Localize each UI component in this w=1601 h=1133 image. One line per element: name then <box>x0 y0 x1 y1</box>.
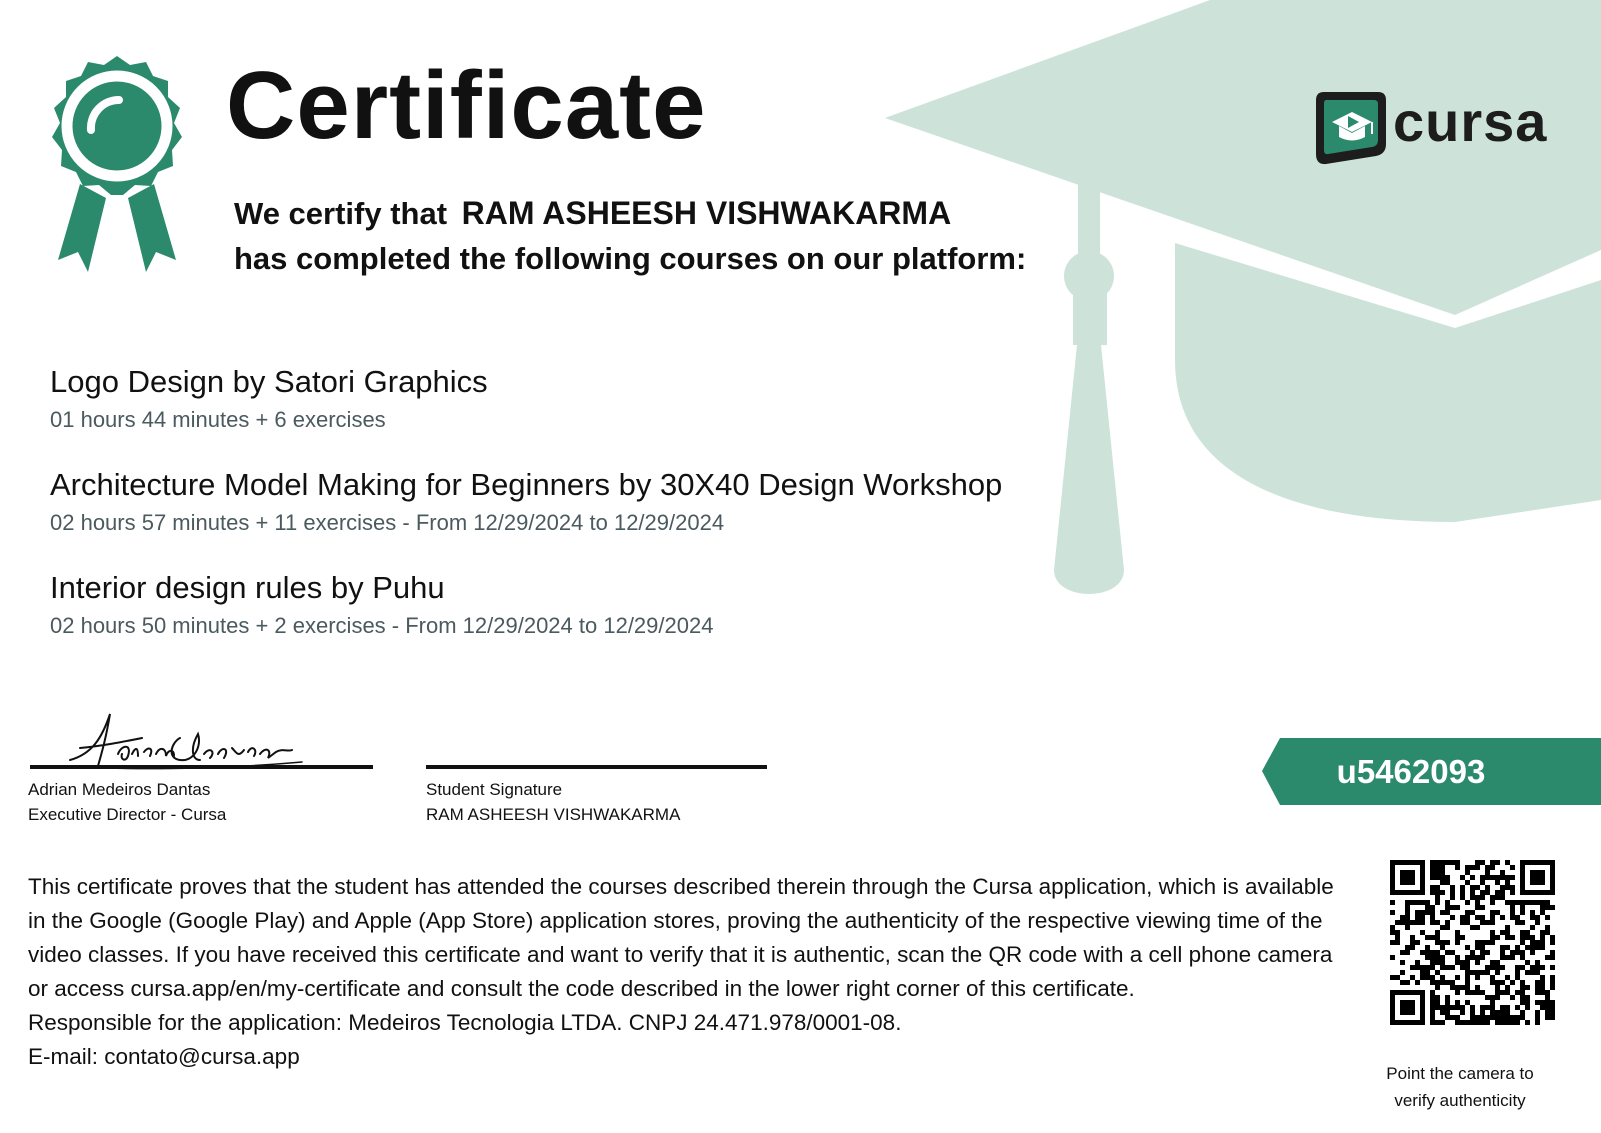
disclaimer-paragraph: This certificate proves that the student has attended the courses described therein through the Cursa application, which is available in the Google (Google Play) and Apple (App Store) application stores, proving the authenticity of the respective viewing time of the video classes. If you have received this certificate and want to verify that it is authentic, scan the QR code with a cell phone camera or access cursa.app/en/my-certificate and consult the code described in the lower right corner of this certificate. <box>28 874 1334 1001</box>
course-title: Logo Design by Satori Graphics <box>50 364 488 399</box>
cursa-logo-icon <box>1312 88 1390 166</box>
course-meta: 02 hours 57 minutes + 11 exercises - From 12/29/2024 to 12/29/2024 <box>50 510 725 535</box>
student-signature-block <box>426 777 680 827</box>
course-item <box>50 366 488 431</box>
certify-prefix: We certify that <box>234 196 448 231</box>
course-item <box>50 572 713 637</box>
student-name: RAM ASHEESH VISHWAKARMA <box>461 195 952 231</box>
qr-caption-line1: Point the camera to <box>1386 1064 1534 1083</box>
course-title: Interior design rules by Puhu <box>50 570 445 605</box>
qr-caption <box>1350 1060 1570 1114</box>
course-meta: 02 hours 50 minutes + 2 exercises - From 12/29/2024 to 12/29/2024 <box>50 613 714 638</box>
certificate-disclaimer <box>28 870 1348 1074</box>
course-title: Architecture Model Making for Beginners by 30X40 Design Workshop <box>50 467 1003 502</box>
qr-code-image <box>1390 860 1555 1025</box>
director-role: Executive Director - Cursa <box>28 805 227 824</box>
verification-code: u5462093 <box>1336 753 1486 790</box>
contact-email: E-mail: contato@cursa.app <box>28 1044 300 1069</box>
certify-statement <box>234 190 1026 282</box>
course-meta: 01 hours 44 minutes + 6 exercises <box>50 407 386 432</box>
director-signature-line <box>30 765 373 769</box>
student-signature-label: Student Signature <box>426 780 563 799</box>
award-ribbon-icon <box>44 56 190 272</box>
course-item <box>50 469 1002 534</box>
student-signature-name: RAM ASHEESH VISHWAKARMA <box>426 805 681 824</box>
certificate-title: Certificate <box>226 52 707 159</box>
director-name: Adrian Medeiros Dantas <box>28 780 211 799</box>
qr-caption-line2: verify authenticity <box>1394 1091 1526 1110</box>
student-signature-line <box>426 765 767 769</box>
director-signature-image <box>62 708 322 780</box>
director-signature-block <box>28 777 226 827</box>
completed-line: has completed the following courses on our platform: <box>234 240 1027 276</box>
responsible-line: Responsible for the application: Medeiros Tecnologia LTDA. CNPJ 24.471.978/0001-08. <box>28 1010 902 1035</box>
cursa-brand-name: cursa <box>1393 90 1548 153</box>
